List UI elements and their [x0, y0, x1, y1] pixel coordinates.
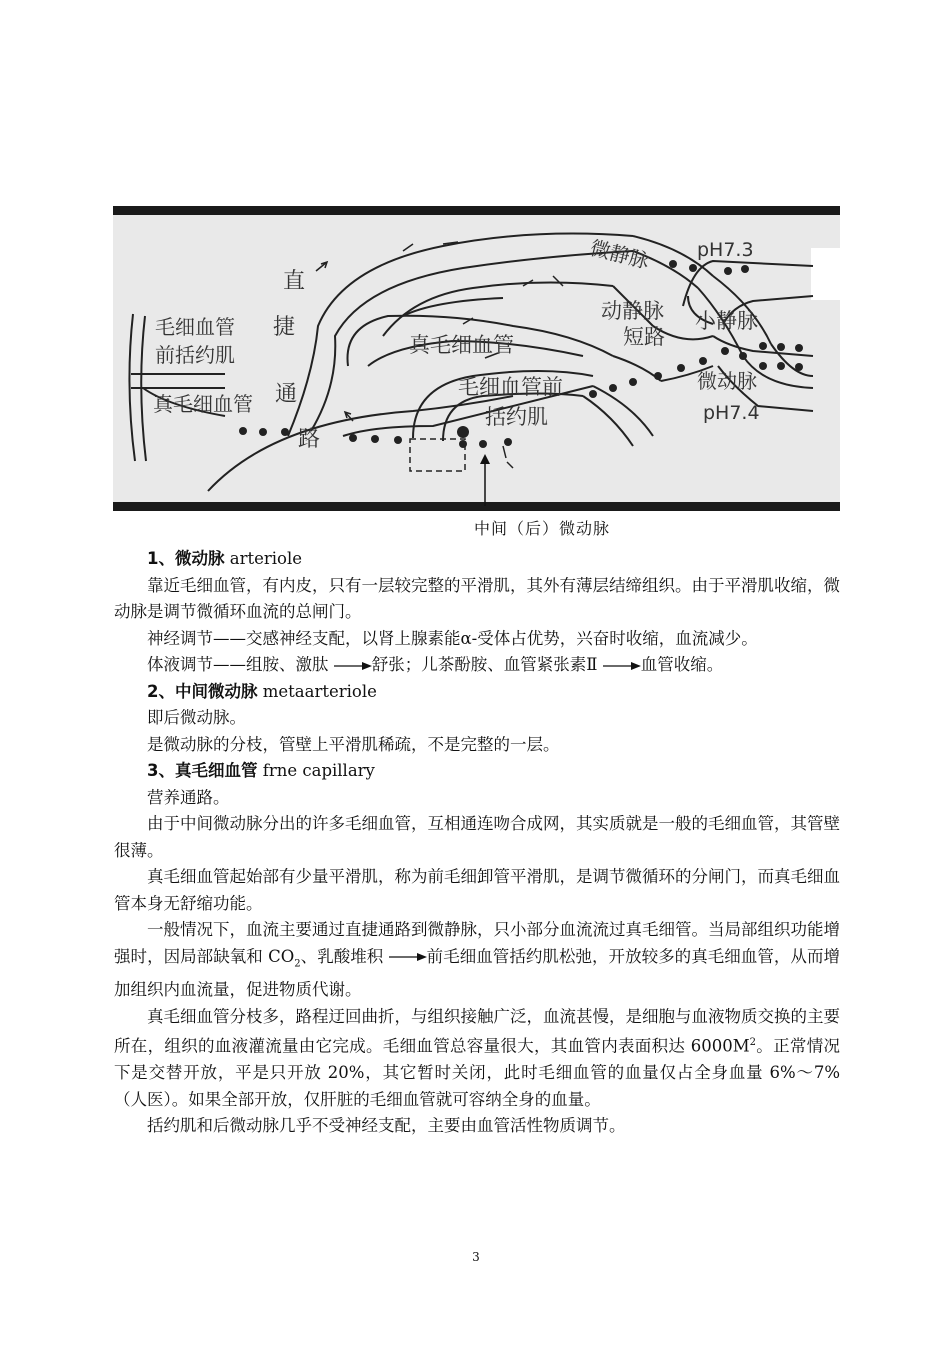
paragraph: 营养通路。: [147, 787, 230, 807]
section-english-term: frne capillary: [257, 761, 375, 780]
text-run: 、乳酸堆积: [300, 946, 384, 966]
paragraph: 即后微动脉。: [147, 708, 246, 727]
label-precap-1: 毛细血管: [155, 315, 235, 339]
paragraph-capacity: [114, 1004, 840, 1114]
section-heading-metaarteriole: [114, 679, 840, 706]
label-direct-2: 捷: [273, 315, 296, 340]
section-english-term: arteriole: [224, 549, 302, 568]
page-number: 3: [472, 1250, 480, 1264]
section-title: 微动脉: [174, 549, 225, 568]
figure-caption: 中间（后）微动脉: [474, 519, 611, 538]
label-ph-bottom: pH7.4: [703, 402, 760, 424]
label-arteriole: 微动脉: [697, 369, 757, 393]
section-number: 3、: [147, 761, 175, 780]
text-run: 舒张；儿茶酚胺、血管紧张素Ⅱ: [371, 655, 598, 674]
paragraph: 靠近毛细血管，有内皮，只有一层较完整的平滑肌，其外有薄层结缔组织。由于平滑肌收缩，微动脉是调节微循环血流的总闸门。: [114, 575, 840, 621]
paragraph: 是微动脉的分枝，管壁上平滑肌稀疏，不是完整的一层。: [147, 734, 560, 754]
section-heading-arteriole: [114, 546, 840, 573]
label-true-cap-center: 真毛细血管: [409, 333, 514, 357]
label-venule: 微静脉: [587, 235, 652, 274]
section-number: 1、: [147, 549, 175, 568]
section-number: 2、: [147, 681, 175, 701]
arrow-right-icon: [389, 952, 427, 962]
paragraph: 由于中间微动脉分出的许多毛细血管，互相通连吻合成网，其实质就是一般的毛细血管，其管壁很薄。: [114, 814, 840, 860]
document-body: [114, 546, 840, 1140]
label-ph-top: pH7.3: [697, 239, 754, 261]
label-av-shunt-1: 动静脉: [601, 299, 664, 323]
label-inner-precap-1: 毛细血管前: [458, 375, 563, 399]
section-title: 中间微动脉: [174, 681, 258, 701]
superscript: 2: [749, 1037, 756, 1049]
text-run: 前毛细血管括约肌松弛，开放较多的真毛细血管，从而增加组织内血流量，促进物质代谢。: [114, 946, 840, 1000]
paragraph: 括约肌和后微动脉几乎不受神经支配，主要由血管活性物质调节。: [147, 1116, 626, 1136]
text-run: 一般情况下，血流主要通过直捷通路到微静脉，只小部分血流流过真毛细管。当局部组织功能增强时，因局部缺氧和 CO: [114, 920, 840, 966]
arrow-right-icon: [334, 661, 372, 671]
label-small-vein: 小静脉: [695, 309, 758, 333]
paragraph: 神经调节——交感神经支配，以肾上腺素能α-受体占优势，兴奋时收缩，血流减少。: [147, 628, 758, 648]
label-av-shunt-2: 短路: [623, 325, 665, 349]
paragraph-blood-flow: [114, 917, 840, 1004]
label-inner-precap-2: 括约肌: [485, 405, 548, 429]
section-english-term: metaarteriole: [257, 681, 377, 701]
label-precap-2: 前括约肌: [155, 343, 235, 367]
microcirculation-diagram: [113, 206, 840, 511]
text-run: 真毛细血管分枝多，路程迂回曲折，与组织接触广泛，血流甚慢，是细胞与血液物质交换的主要所在，组织的血液灌流量由它完成。毛细血管总容量很大，其血管内表面积达 6000M: [114, 1006, 840, 1056]
text-run: 。正常情况下是交替开放，平是只开放 20%，其它暂时关闭，此时毛细血管的血量仅占全身血量 6%～7%（人医）。如果全部开放，仅肝脏的毛细血管就可容纳全身的血量。: [114, 1036, 841, 1109]
section-heading-true-capillary: [114, 758, 840, 785]
section-title: 真毛细血管: [174, 761, 258, 780]
microcirculation-figure: [113, 206, 840, 511]
paragraph: 真毛细血管起始部有少量平滑肌，称为前毛细卸管平滑肌，是调节微循环的分闸门，而真毛细血管本身无舒缩功能。: [114, 867, 840, 913]
arrow-right-icon: [603, 661, 641, 671]
label-direct-4: 路: [298, 427, 321, 452]
paragraph-humoral: [114, 652, 840, 679]
text-run: 体液调节——组胺、激肽: [147, 655, 329, 674]
label-direct-3: 通: [275, 382, 298, 407]
text-run: 血管收缩。: [640, 655, 724, 674]
label-true-cap-left: 真毛细血管: [153, 392, 253, 416]
label-direct-1: 直: [283, 269, 306, 294]
subscript: 2: [294, 957, 301, 969]
